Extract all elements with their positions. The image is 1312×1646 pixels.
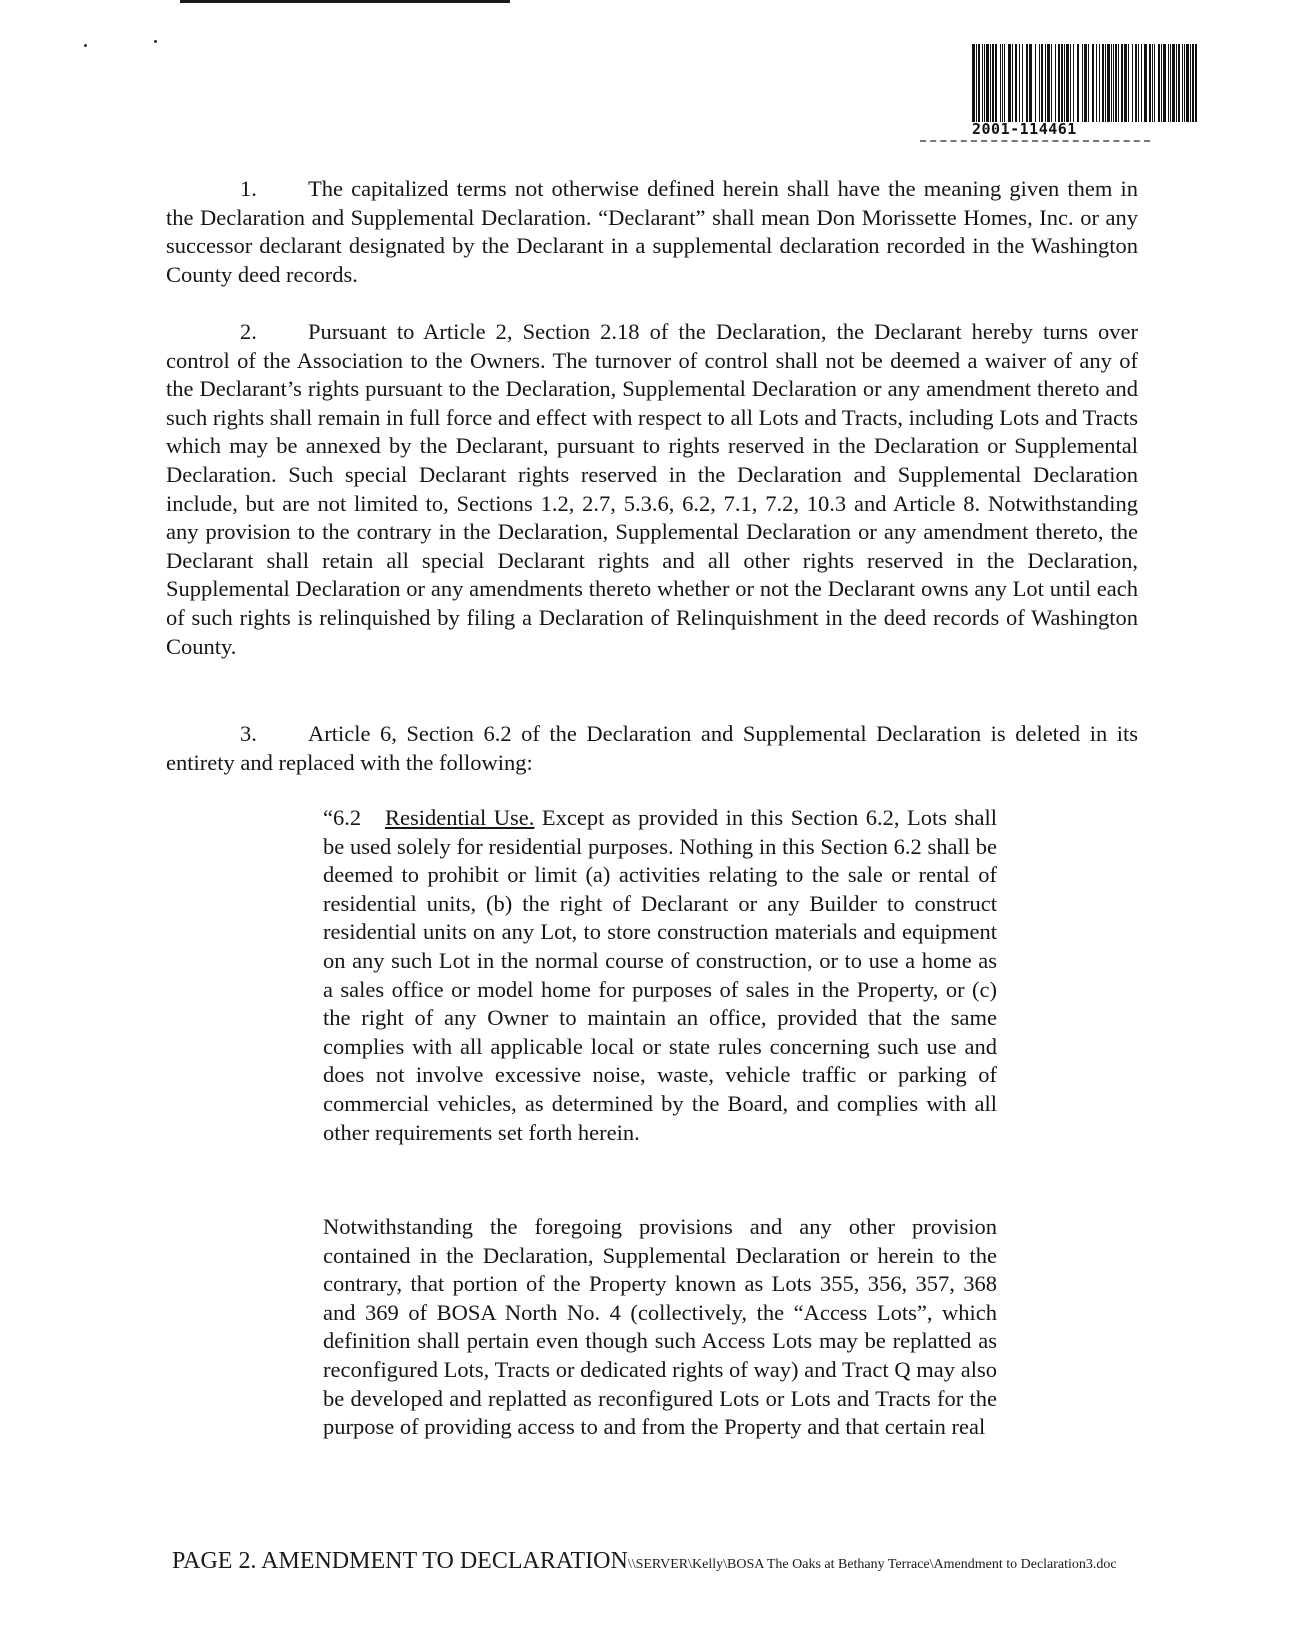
paragraph-number: 2. [240, 319, 257, 344]
footer-label: PAGE 2. AMENDMENT TO DECLARATION [172, 1548, 628, 1574]
quoted-section-continuation [323, 1213, 997, 1442]
barcode-underline [920, 140, 1150, 144]
section-text: Except as provided in this Section 6.2, Lots shall be used solely for residential purposes. Nothing in this Section 6.2 shall be deemed to prohibit or limit (a) activities relating to the sale or rental of residential units, (b) the right of Declarant or any Builder to construct residential units on any Lot, to store construction materials and equipment on any such Lot in the normal course of construction, or to use a home as a sales office or model home for purposes of sales in the Property, or (c) the right of any Owner to maintain an office, provided that the same complies with all applicable local or state rules concerning such use and does not involve excessive noise, waste, vehicle traffic or parking of commercial vehicles, as determined by the Board, and complies with all other requirements set forth herein. [323, 805, 998, 1145]
paragraph-1 [166, 175, 1138, 289]
recording-barcode-block [966, 44, 1206, 139]
paragraph-text: Article 6, Section 6.2 of the Declaration and Supplemental Declaration is deleted in its entirety and replaced with the following: [166, 721, 1138, 775]
section-heading: Residential Use. [385, 805, 535, 830]
page-footer [172, 1548, 1117, 1575]
paragraph-2 [166, 318, 1138, 661]
scan-speck [154, 40, 157, 43]
paragraph-text: Pursuant to Article 2, Section 2.18 of the Declaration, the Declarant hereby turns over control of the Association to the Owners. The turnover of control shall not be deemed a waiver of any of the Declarant’s rights pursuant to the Declaration, Supplemental Declaration or any amendment thereto and such rights shall remain in full force and effect with respect to all Lots and Tracts, including Lots and Tracts which may be annexed by the Declarant, pursuant to rights reserved in the Declaration or Supplemental Declaration. Such special Declarant rights reserved in the Declaration and Supplemental Declaration include, but are not limited to, Sections 1.2, 2.7, 5.3.6, 6.2, 7.1, 7.2, 10.3 and Article 8. Notwithstanding any provision to the contrary in the Declaration, Supplemental Declaration or any amendment thereto, the Declarant shall retain all special Declarant rights and all other rights reserved in the Declaration, Supplemental Declaration or any amendments thereto whether or not the Declarant owns any Lot until each of such rights is relinquished by filing a Declaration of Relinquishment in the deed records of Washington County. [166, 319, 1138, 659]
continuation-text: Notwithstanding the foregoing provisions and any other provision contained in the Declaration, Supplemental Declaration or herein to the contrary, that portion of the Property known as Lots 355, 356, 357, 368 and 369 of BOSA North No. 4 (collectively, the “Access Lots”, which definition shall pertain even though such Access Lots may be replatted as reconfigured Lots, Tracts or dedicated rights of way) and Tract Q may also be developed and replatted as reconfigured Lots or Lots and Tracts for the purpose of providing access to and from the Property and that certain real [323, 1214, 997, 1440]
paragraph-text: The capitalized terms not otherwise defined herein shall have the meaning given them in the Declaration and Supplemental Declaration. “Declarant” shall mean Don Morissette Homes, Inc. or any successor declarant designated by the Declarant in a supplemental declaration recorded in the Washington County deed records. [166, 176, 1138, 287]
section-number: “6.2 [323, 805, 362, 830]
paragraph-number: 1. [240, 176, 257, 201]
quoted-section-6-2 [323, 804, 997, 1147]
scan-speck [84, 44, 87, 47]
recording-number: 2001-114461 [972, 120, 1077, 138]
scan-edge-mark [180, 0, 510, 3]
paragraph-3 [166, 720, 1138, 777]
footer-file-path: \\SERVER\Kelly\BOSA The Oaks at Bethany Terrace\Amendment to Declaration3.doc [627, 1557, 1117, 1572]
paragraph-number: 3. [240, 721, 257, 746]
barcode-icon [972, 44, 1198, 122]
